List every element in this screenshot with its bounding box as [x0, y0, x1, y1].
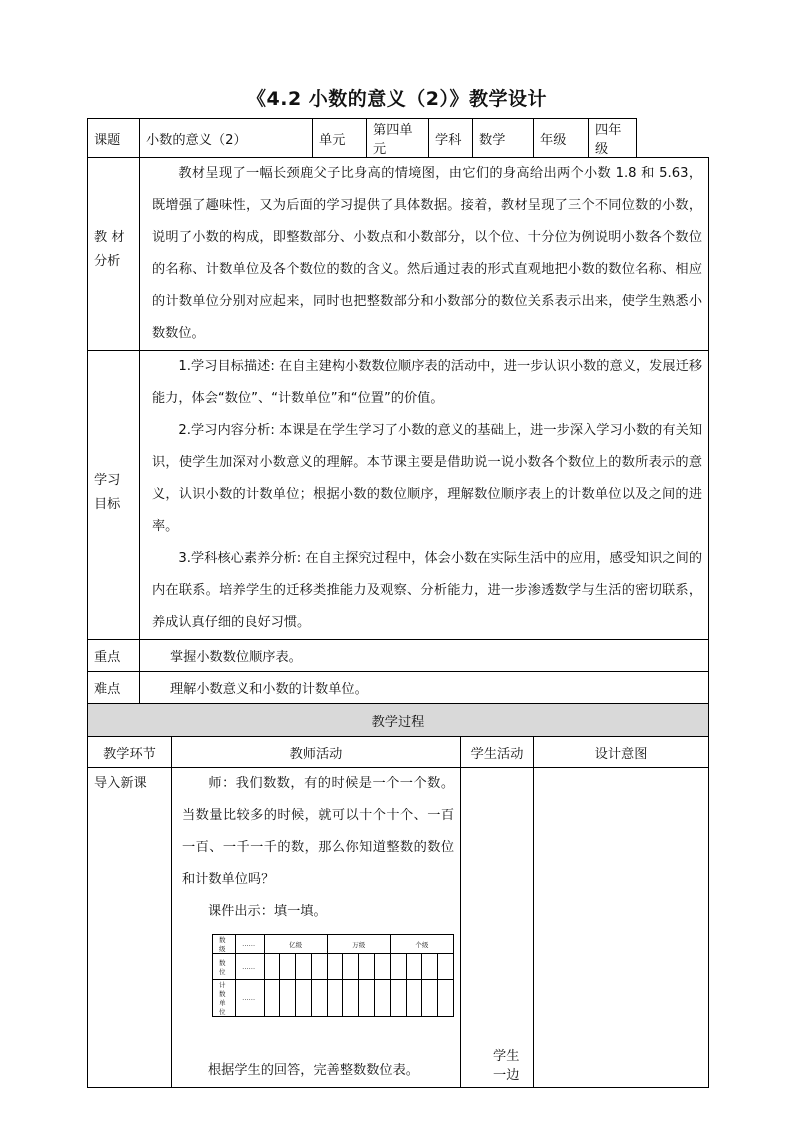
col-student: 学生活动 — [461, 737, 534, 768]
objective-1: 1.学习目标描述: 在自主建构小数数位顺序表的活动中，进一步认识小数的意义，发展迁移能力，体会“数位”、“计数单位”和“位置”的价值。 — [152, 359, 703, 406]
col-stage: 教学环节 — [88, 737, 172, 768]
material-label: 教 材 分析 — [88, 158, 140, 351]
topic-value: 小数的意义（2） — [140, 119, 313, 158]
grade-label: 年级 — [534, 119, 589, 158]
key-point-text: 掌握小数数位顺序表。 — [140, 640, 709, 672]
teacher-activity-text: 师：我们数数，有的时候是一个一个数。当数量比较多的时候，就可以十个十个、一百一百、一千一千的数，那么你知道整数的数位和计数单位吗？ — [182, 776, 455, 887]
lesson-plan-table — [87, 118, 709, 1088]
objectives-row — [88, 351, 709, 640]
process-title-row — [88, 704, 709, 737]
header-row — [88, 119, 709, 158]
unit-value: 第四单元 — [367, 119, 429, 158]
material-analysis-text: 教材呈现了一幅长颈鹿父子比身高的情境图，由它们的身高给出两个小数 1.8 和 5.63，既增强了趣味性，又为后面的学习提供了具体数据。接着，教材呈现了三个不同位数的小数，说明了小数的构成，即整数部分、小数点和小数部分，以个位、十分位为例说明小数各个数位的名称、计数单位及各个数位的数的含义。然后通过表的形式直观地把小数的数位名称、相应的计数单位分别对应起来，同时也把整数部分和小数部分的数位关系表示出来，使学生熟悉小数数位。 — [152, 166, 703, 341]
objective-3: 3.学科核心素养分析: 在自主探究过程中，体会小数在实际生活中的应用，感受知识之间的内在联系。培养学生的迁移类推能力及观察、分析能力，进一步渗透数学与生活的密切联系，养成认真仔细的良好习惯。 — [152, 551, 703, 630]
topic-label: 课题 — [88, 119, 140, 158]
key-point-row — [88, 640, 709, 672]
process-row-intro — [88, 768, 709, 1088]
col-intent: 设计意图 — [534, 737, 709, 768]
teacher-activity-cell — [172, 768, 461, 1088]
stage-intro: 导入新课 — [88, 768, 172, 1088]
design-intent-cell — [534, 768, 709, 1088]
teacher-followup: 根据学生的回答，完善整数数位表。 — [208, 1063, 419, 1078]
subject-label: 学科 — [429, 119, 473, 158]
material-row — [88, 158, 709, 351]
document-title: 《4.2 小数的意义（2）》教学设计 — [247, 88, 547, 110]
student-activity-text: 学生一边 — [493, 1049, 520, 1083]
subject-value: 数学 — [473, 119, 534, 158]
process-header-row — [88, 737, 709, 768]
difficulty-label: 难点 — [88, 672, 140, 704]
objective-2: 2.学习内容分析: 本课是在学生学习了小数的意义的基础上，进一步深入学习小数的有关知识，使学生加深对小数意义的理解。本节课主要是借助说一说小数各个数位上的数所表示的意义，认识小数的计数单位；根据小数的数位顺序，理解数位顺序表上的计数单位以及之间的进率。 — [152, 423, 703, 534]
integer-place-value-table: 数级 …… 亿级 万级 个级 数位 …… 计数单位 …… — [212, 934, 454, 1017]
courseware-prompt: 课件出示：填一填。 — [208, 904, 327, 919]
process-title: 教学过程 — [88, 704, 709, 737]
student-activity-cell — [461, 768, 534, 1088]
col-teacher: 教师活动 — [172, 737, 461, 768]
grade-value: 四年级 — [589, 119, 637, 158]
unit-label: 单元 — [313, 119, 367, 158]
objectives-label: 学习 目标 — [88, 351, 140, 640]
difficulty-row — [88, 672, 709, 704]
key-point-label: 重点 — [88, 640, 140, 672]
difficulty-text: 理解小数意义和小数的计数单位。 — [140, 672, 709, 704]
